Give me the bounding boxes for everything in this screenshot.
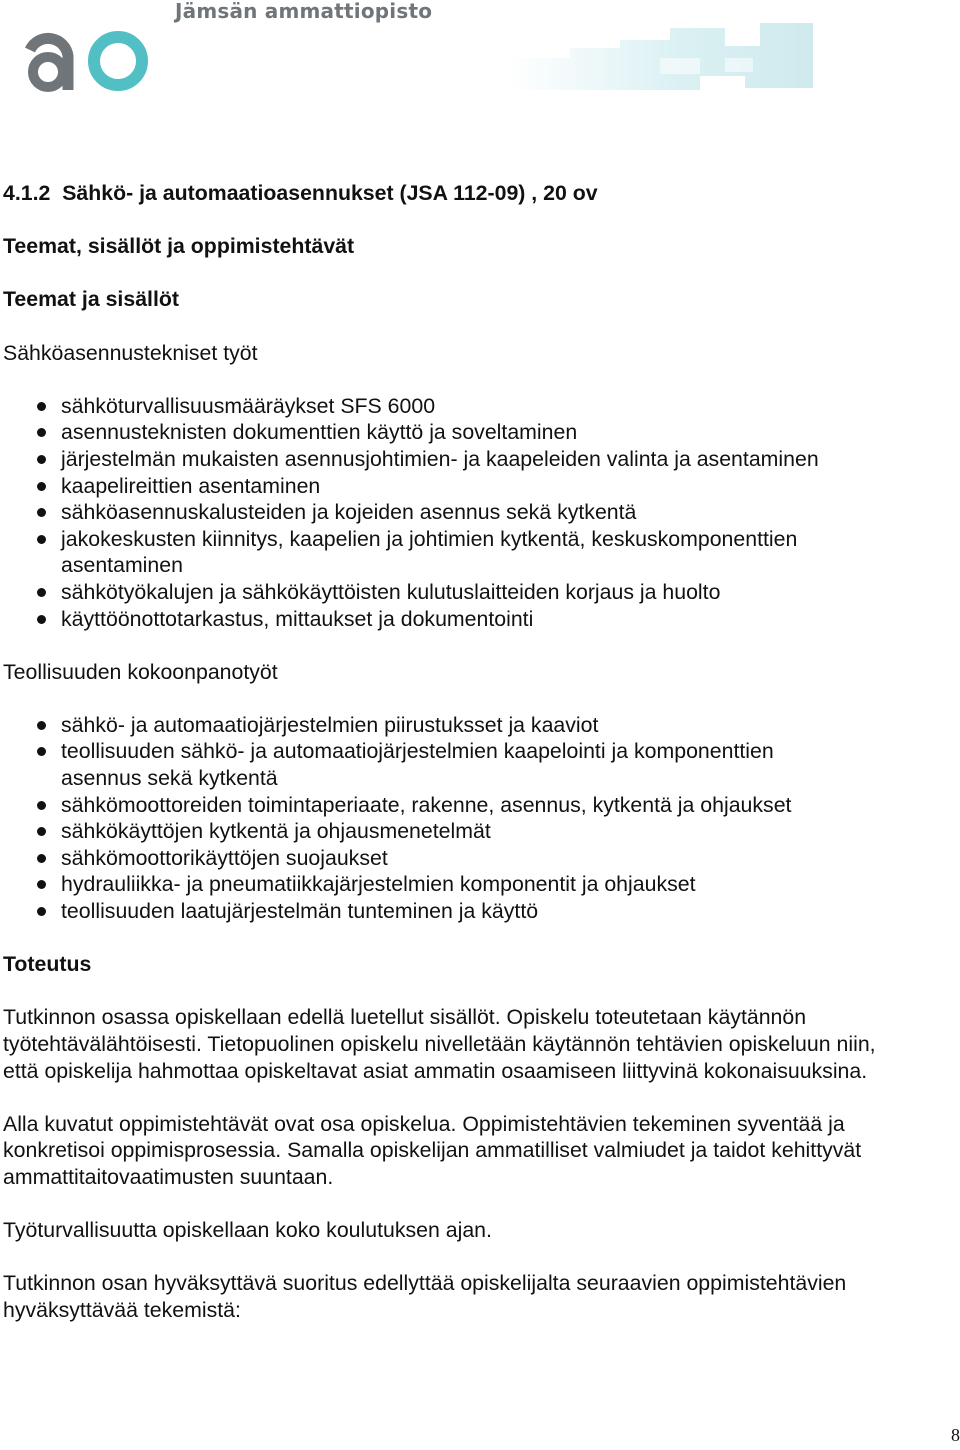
group-title-industrial-assembly: Teollisuuden kokoonpanotyöt <box>3 659 278 684</box>
page-header <box>0 0 960 110</box>
list-item: teollisuuden laatujärjestelmän tunteminen ja käyttö <box>3 898 958 925</box>
school-logo <box>22 20 157 92</box>
group-title-electrical-installation: Sähköasennustekniset työt <box>3 340 258 365</box>
electrical-installation-list <box>3 393 958 632</box>
section-heading-themes-tasks: Teemat, sisällöt ja oppimistehtävät <box>3 234 355 259</box>
list-item: hydrauliikka- ja pneumatiikkajärjestelmien komponentit ja ohjaukset <box>3 871 958 898</box>
bullet-icon <box>37 854 46 863</box>
list-item: jakokeskusten kiinnitys, kaapelien ja johtimien kytkentä, keskuskomponenttien asentaminen <box>3 526 958 579</box>
list-item: sähkömoottoreiden toimintaperiaate, rakenne, asennus, kytkentä ja ohjaukset <box>3 792 958 819</box>
paragraph: Tutkinnon osassa opiskellaan edellä luetellut sisällöt. Opiskelu toteutetaan käytännön työtehtävälähtöisesti. Tietopuolinen opiskelu nivelletään käytännön tehtävien opiskeluun niin, että opiskelija hahmottaa opiskeltavat asiat ammatin osaamiseen liittyvinä kokonaisuuksina. <box>3 1005 876 1083</box>
document-body <box>3 180 958 1324</box>
list-item: sähkömoottorikäyttöjen suojaukset <box>3 845 958 872</box>
section-heading-themes-contents: Teemat ja sisällöt <box>3 287 179 312</box>
list-item: sähkötyökalujen ja sähkökäyttöisten kulutuslaitteiden korjaus ja huolto <box>3 579 958 606</box>
bullet-icon <box>37 907 46 916</box>
bullet-icon <box>37 402 46 411</box>
list-item: teollisuuden sähkö- ja automaatiojärjestelmien kaapelointi ja komponenttien asennus sekä kytkentä <box>3 738 958 791</box>
module-title: 4.1.2 Sähkö- ja automaatioasennukset (JSA 112-09) , 20 ov <box>3 181 598 205</box>
bullet-icon <box>37 827 46 836</box>
list-item: sähköturvallisuusmääräykset SFS 6000 <box>3 393 958 420</box>
industrial-assembly-list <box>3 712 958 925</box>
bullet-icon <box>37 747 46 756</box>
bullet-icon <box>37 508 46 517</box>
page-number: 8 <box>951 1425 960 1445</box>
list-item: sähkökäyttöjen kytkentä ja ohjausmenetelmät <box>3 818 958 845</box>
bullet-icon <box>37 535 46 544</box>
decorative-steps <box>510 18 815 93</box>
list-item: kaapelireittien asentaminen <box>3 473 958 500</box>
section-heading-implementation: Toteutus <box>3 952 92 977</box>
bullet-icon <box>37 482 46 491</box>
bullet-icon <box>37 455 46 464</box>
list-item: käyttöönottotarkastus, mittaukset ja dokumentointi <box>3 606 958 633</box>
school-name: Jämsän ammattiopisto <box>175 0 433 23</box>
bullet-icon <box>37 801 46 810</box>
paragraph: Tutkinnon osan hyväksyttävä suoritus edellyttää opiskelijalta seuraavien oppimistehtävien hyväksyttävää tekemistä: <box>3 1271 847 1322</box>
list-item: asennusteknisten dokumenttien käyttö ja soveltaminen <box>3 419 958 446</box>
list-item: järjestelmän mukaisten asennusjohtimien- ja kaapeleiden valinta ja asentaminen <box>3 446 958 473</box>
paragraph: Työturvallisuutta opiskellaan koko koulutuksen ajan. <box>3 1218 492 1243</box>
bullet-icon <box>37 721 46 730</box>
bullet-icon <box>37 615 46 624</box>
bullet-icon <box>37 588 46 597</box>
paragraph: Alla kuvatut oppimistehtävät ovat osa opiskelua. Oppimistehtävien tekeminen syventää ja konkretisoi oppimisprosessia. Samalla opiskelijan ammatilliset valmiudet ja taidot kehittyvät ammattitaitovaatimusten suuntaan. <box>3 1111 862 1189</box>
bullet-icon <box>37 880 46 889</box>
list-item: sähkö- ja automaatiojärjestelmien piirustuksset ja kaaviot <box>3 712 958 739</box>
bullet-icon <box>37 428 46 437</box>
list-item: sähköasennuskalusteiden ja kojeiden asennus sekä kytkentä <box>3 499 958 526</box>
